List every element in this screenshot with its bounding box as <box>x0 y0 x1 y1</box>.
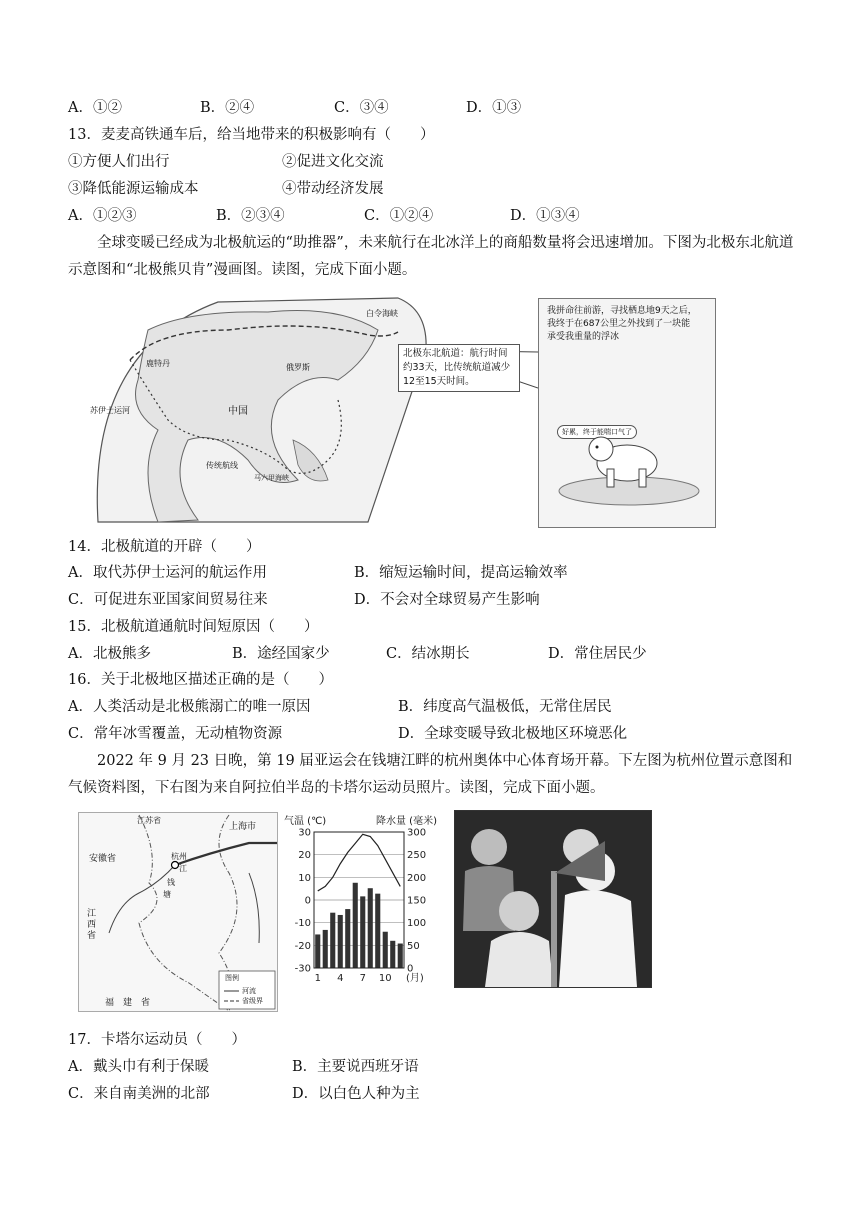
q13-item-1: ①方便人们出行 <box>68 154 170 170</box>
precip-tick-label: 300 <box>407 827 427 839</box>
q16-option-a: A．人类活动是北极熊溺亡的唯一原因 <box>68 699 311 715</box>
legend-title: 图例 <box>225 974 239 982</box>
q15-option-c: C．结冰期长 <box>386 646 470 662</box>
temp-tick-label: 30 <box>298 827 311 839</box>
q16-option-d: D．全球变暖导致北极地区环境恶化 <box>398 726 628 742</box>
q12-option-a: A．①② <box>68 100 122 116</box>
legend-river: 河流 <box>242 987 256 995</box>
precip-bar <box>315 934 320 968</box>
comic-speech-bubble: 我拼命往前游，寻找栖息地9天之后，我终于在687公里之外找到了一块能承受我重量的浮冰 <box>547 306 697 342</box>
q13-option-c: C．①②④ <box>364 208 434 224</box>
temp-tick-label: 20 <box>298 850 311 862</box>
precip-tick-label: 0 <box>407 963 414 975</box>
qatar-athletes-photo <box>454 810 652 988</box>
precip-bar <box>360 896 365 968</box>
precip-bar <box>345 909 350 968</box>
precip-bar <box>368 888 373 968</box>
q13-option-a: A．①②③ <box>68 208 137 224</box>
climate-chart <box>280 812 450 1012</box>
temp-tick-label: -20 <box>294 940 311 952</box>
temp-tick-label: 0 <box>304 895 311 907</box>
rotterdam-label: 鹿特丹 <box>146 359 170 368</box>
malacca-strait-label: 马六甲海峡 <box>254 474 289 482</box>
jiangxi-char-3: 省 <box>87 931 97 941</box>
month-tick-label: 1 <box>314 973 321 984</box>
suez-canal-label: 苏伊士运河 <box>90 406 130 415</box>
month-tick-label: 4 <box>337 973 344 984</box>
precip-bar <box>390 941 395 968</box>
temp-tick-label: -30 <box>294 963 311 975</box>
anhui-label: 安徽省 <box>89 854 117 864</box>
q15-stem: 15．北极航道通航时间短原因（ ） <box>68 619 319 635</box>
q14-stem: 14．北极航道的开辟（ ） <box>68 539 261 555</box>
q13-option-b: B．②③④ <box>216 208 285 224</box>
hangzhou-label: 杭州 <box>171 852 187 861</box>
q12-option-d: D．①③ <box>466 100 522 116</box>
q16-stem: 16．关于北极地区描述正确的是（ ） <box>68 672 333 688</box>
china-label: 中国 <box>228 406 248 417</box>
q14-option-b: B．缩短运输时间，提高运输效率 <box>354 565 568 581</box>
shanghai-label: 上海市 <box>229 822 257 832</box>
month-tick-label: 10 <box>378 973 392 984</box>
q15-option-b: B．途经国家少 <box>232 646 330 662</box>
q14-option-a: A．取代苏伊士运河的航运作用 <box>68 565 267 581</box>
q17-option-d: D．以白色人种为主 <box>292 1086 420 1102</box>
polar-bear-comic <box>538 298 716 528</box>
precip-bar <box>323 930 328 968</box>
precip-bar <box>383 932 388 968</box>
northeast-route-callout: 北极东北航道：航行时间约33天，比传统航道减少12至15天时间。 <box>398 344 520 392</box>
hangzhou-location-map <box>78 812 278 1012</box>
comic-small-bubble: 好累，终于能喘口气了 <box>557 425 637 439</box>
q16-option-c: C．常年冰雪覆盖，无动植物资源 <box>68 726 283 742</box>
river-char-3: 塘 <box>163 890 171 899</box>
intro-paragraph-2: 2022 年 9 月 23 日晚，第 19 届亚运会在钱塘江畔的杭州奥体中心体育场开幕。下左图为杭州位置示意图和气候资料图，下右图为来自阿拉伯半岛的卡塔尔运动员照片。读图，完成下面小题。 <box>68 753 793 796</box>
q14-option-c: C．可促进东亚国家间贸易往来 <box>68 592 268 608</box>
climate-chart-plot <box>280 812 450 1012</box>
intro-paragraph-1: 全球变暖已经成为北极航运的“助推器”，未来航行在北冰洋上的商船数量将会迅速增加。下图为北极东北航道示意图和“北极熊贝肯”漫画图。读图，完成下面小题。 <box>68 235 794 278</box>
jiangsu-label: 江苏省 <box>137 816 161 825</box>
q15-option-a: A．北极熊多 <box>68 646 151 662</box>
q13-item-2: ②促进文化交流 <box>282 154 384 170</box>
precip-bar <box>398 944 403 968</box>
q17-option-c: C．来自南美洲的北部 <box>68 1086 210 1102</box>
q13-stem: 13．麦麦高铁通车后，给当地带来的积极影响有（ ） <box>68 127 435 143</box>
arctic-route-map <box>68 290 538 526</box>
precip-axis-label: 降水量 (毫米) <box>376 816 437 827</box>
temp-axis-label: 气温 (℃) <box>284 816 327 827</box>
jiangxi-label <box>87 909 96 942</box>
precip-tick-label: 250 <box>407 850 427 862</box>
bering-strait-label: 白令海峡 <box>366 309 398 318</box>
q17-stem: 17．卡塔尔运动员（ ） <box>68 1032 246 1048</box>
q13-option-d: D．①③④ <box>510 208 580 224</box>
russia-label: 俄罗斯 <box>286 363 310 372</box>
river-char-1: 江 <box>179 864 187 873</box>
temp-tick-label: -10 <box>294 918 311 930</box>
q12-option-b: B．②④ <box>200 100 255 116</box>
q12-option-c: C．③④ <box>334 100 389 116</box>
river-char-2: 钱 <box>167 878 175 887</box>
temp-tick-label: 10 <box>298 872 311 884</box>
month-tick-label: 7 <box>359 973 366 984</box>
q15-option-d: D．常住居民少 <box>548 646 647 662</box>
precip-tick-label: 200 <box>407 872 427 884</box>
precip-bar <box>353 883 358 968</box>
precip-bar <box>375 894 380 968</box>
fujian-label: 福 建 省 <box>105 998 151 1008</box>
jiangxi-char-1: 江 <box>87 909 97 919</box>
legend-border: 省级界 <box>242 997 263 1005</box>
q16-option-b: B．纬度高气温极低，无常住居民 <box>398 699 612 715</box>
precip-tick-label: 100 <box>407 918 427 930</box>
q17-option-b: B．主要说西班牙语 <box>292 1059 419 1075</box>
q14-option-d: D．不会对全球贸易产生影响 <box>354 592 540 608</box>
q13-item-4: ④带动经济发展 <box>282 181 384 197</box>
temperature-line <box>318 834 401 891</box>
precip-tick-label: 50 <box>407 940 420 952</box>
precip-bar <box>338 915 343 968</box>
q17-option-a: A．戴头巾有利于保暖 <box>68 1059 209 1075</box>
traditional-route-label: 传统航线 <box>206 461 238 470</box>
precip-bar <box>330 913 335 968</box>
q13-item-3: ③降低能源运输成本 <box>68 181 199 197</box>
precip-tick-label: 150 <box>407 895 427 907</box>
month-axis-label: (月) <box>406 973 424 984</box>
jiangxi-char-2: 西 <box>87 920 97 930</box>
